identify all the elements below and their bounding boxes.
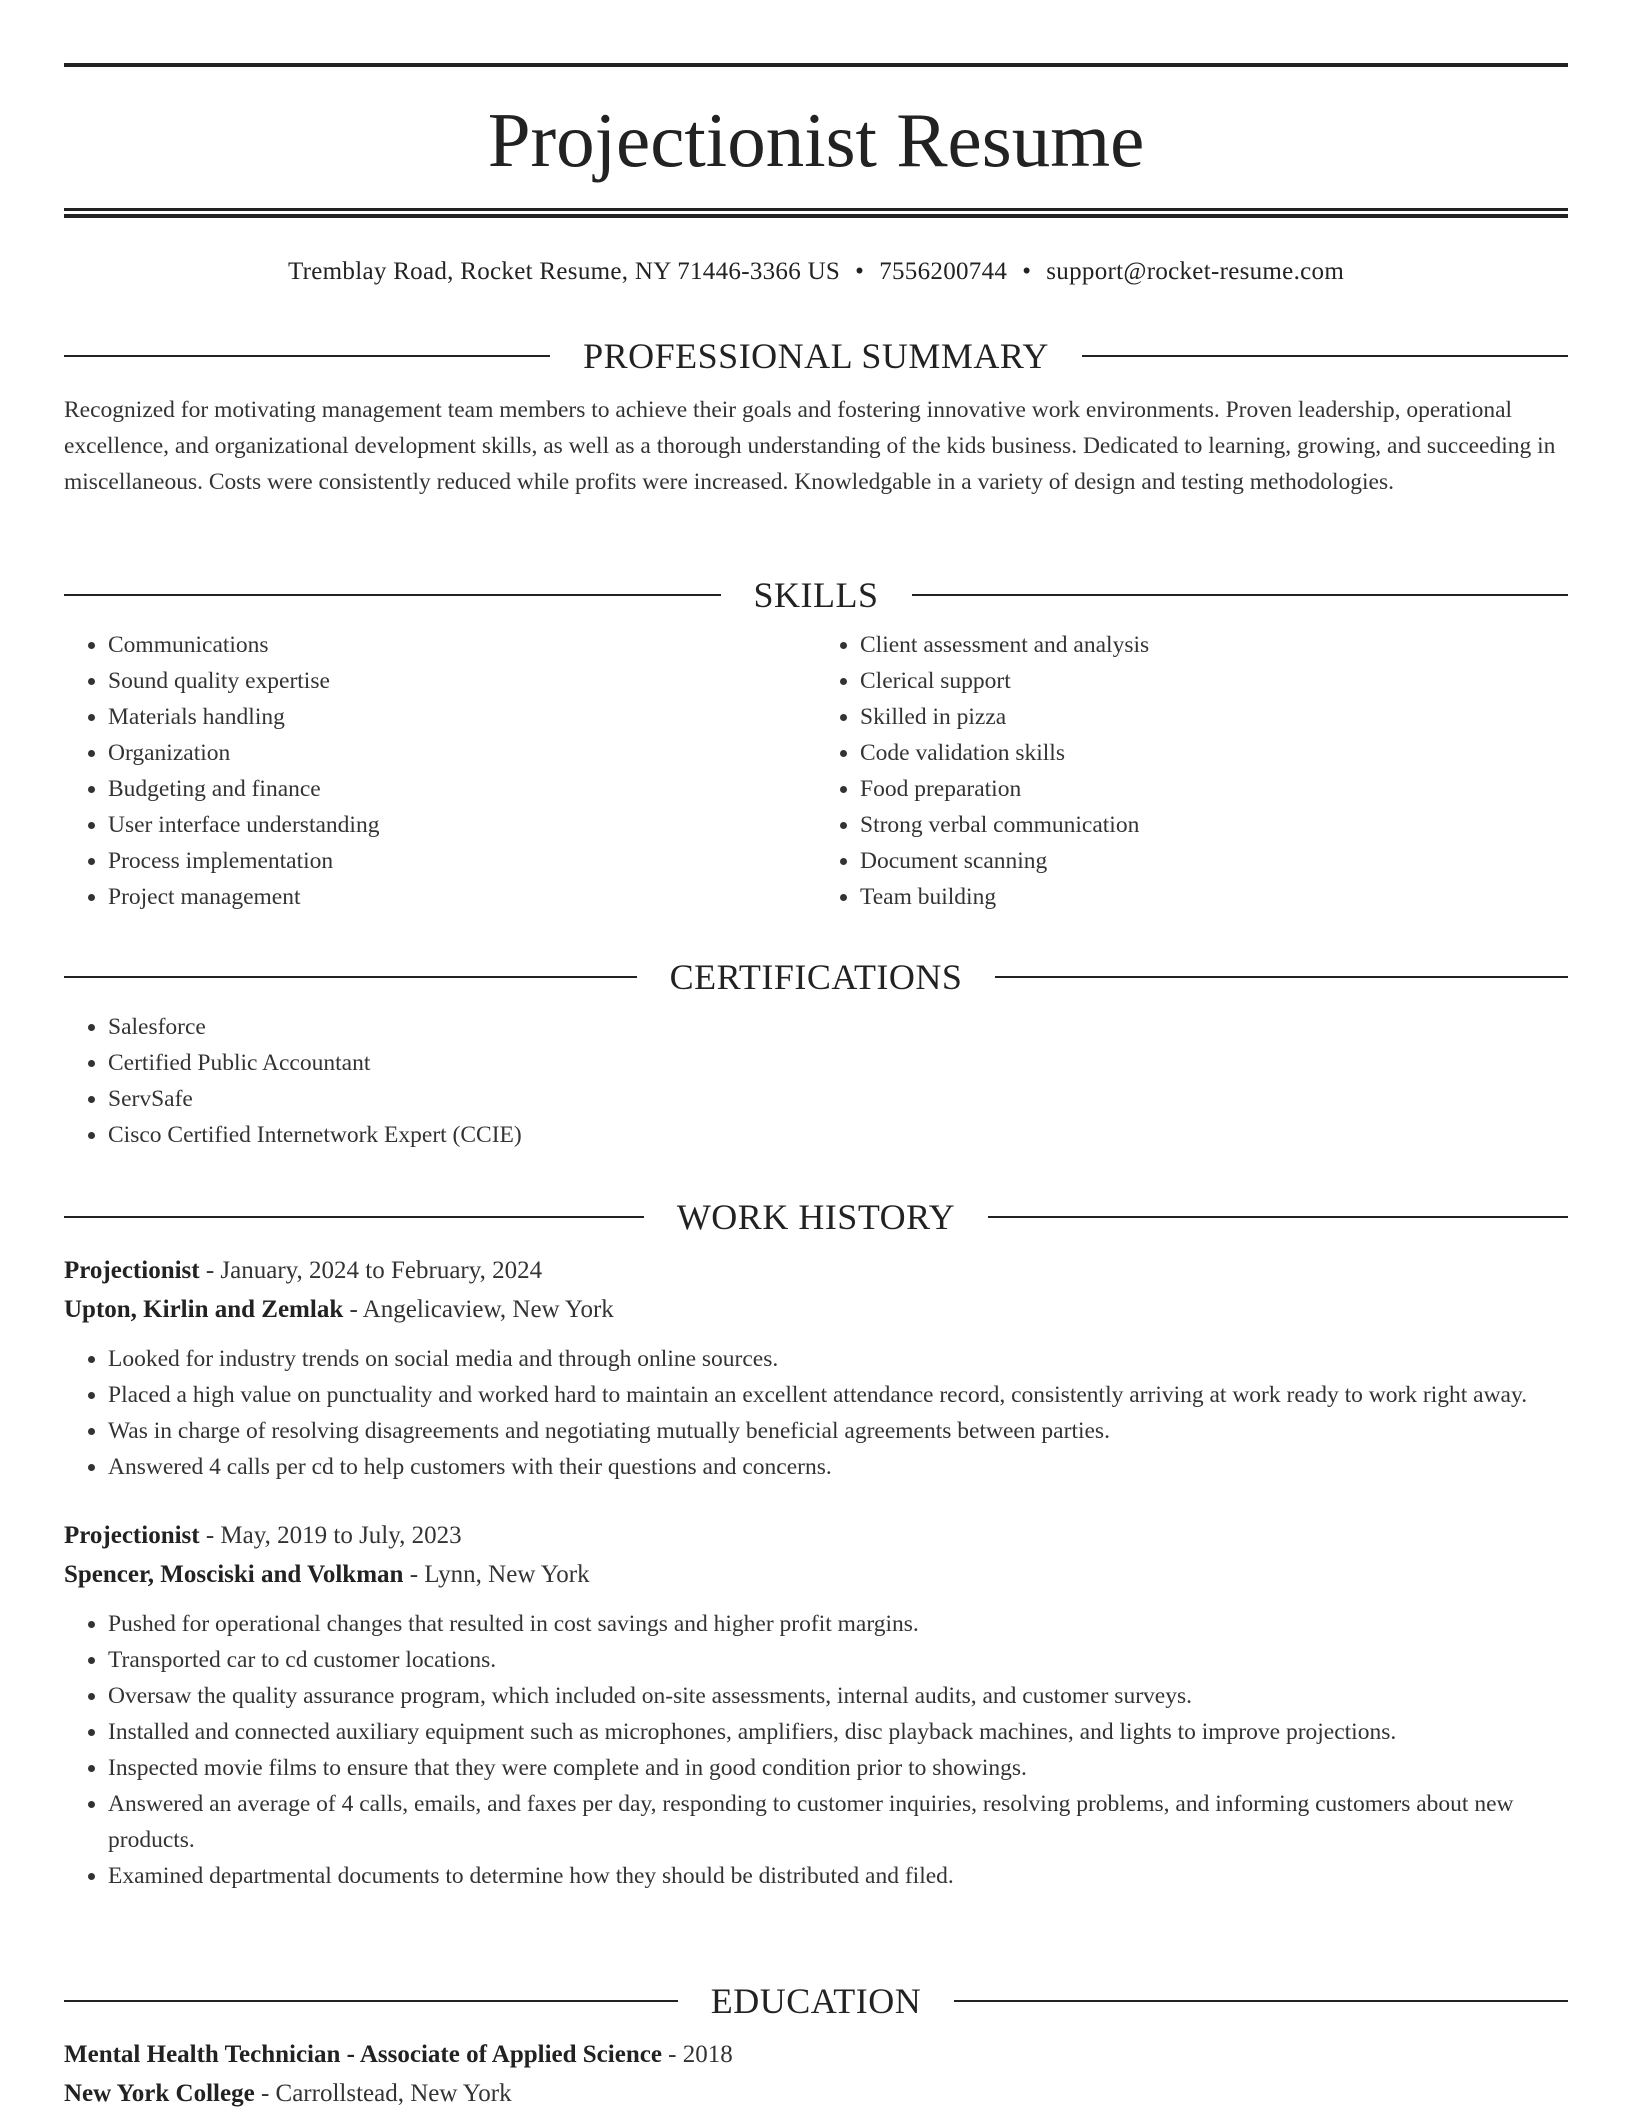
job-dates: - May, 2019 to July, 2023 — [199, 1522, 462, 1549]
skill-item: • User interface understanding — [108, 807, 816, 843]
skill-item: • Process implementation — [108, 843, 816, 879]
contact-phone: 7556200744 — [879, 258, 1008, 285]
heading-rule-left — [64, 1216, 644, 1218]
education-location: - Carrollstead, New York — [254, 2080, 512, 2107]
skill-item: • Project management — [108, 879, 816, 915]
education-heading-row — [64, 1977, 1568, 2025]
heading-rule-left — [64, 594, 721, 596]
job-location: - Angelicaview, New York — [343, 1296, 614, 1323]
work-heading: WORK HISTORY — [676, 1197, 956, 1237]
certifications-list — [64, 1009, 1568, 1153]
education-degree-line — [64, 2035, 1568, 2074]
certification-item: • Cisco Certified Internetwork Expert (CCIE) — [108, 1117, 1568, 1153]
job-company-line — [64, 1290, 1568, 1329]
skills-heading-row — [64, 571, 1568, 619]
skill-item: • Strong verbal communication — [860, 807, 1568, 843]
title-double-rule — [64, 208, 1568, 218]
skill-item: • Team building — [860, 879, 1568, 915]
skill-item: • Document scanning — [860, 843, 1568, 879]
certifications-heading-row — [64, 953, 1568, 1001]
job-company-line — [64, 1555, 1568, 1594]
work-heading-row — [64, 1193, 1568, 1241]
heading-rule-right — [912, 594, 1569, 596]
contact-address: Tremblay Road, Rocket Resume, NY 71446-3366 US — [287, 258, 841, 285]
job-title: Projectionist — [64, 1522, 200, 1549]
skill-item: • Skilled in pizza — [860, 699, 1568, 735]
skills-list-right — [816, 627, 1568, 915]
certification-item: • Certified Public Accountant — [108, 1045, 1568, 1081]
top-rule — [64, 63, 1568, 67]
certifications-section — [64, 953, 1568, 1153]
resume-title: Projectionist Resume — [487, 97, 1145, 183]
heading-rule-left — [64, 976, 637, 978]
job-bullet: • Examined departmental documents to determine how they should be distributed and filed. — [108, 1858, 1568, 1894]
certification-item: • ServSafe — [108, 1081, 1568, 1117]
skill-item: • Communications — [108, 627, 816, 663]
job-title: Projectionist — [64, 1257, 200, 1284]
heading-rule-right — [988, 1216, 1568, 1218]
skills-list-left — [64, 627, 816, 915]
job-bullet: • Transported car to cd customer locations. — [108, 1642, 1568, 1678]
education-school-line — [64, 2074, 1568, 2113]
job-bullet: • Was in charge of resolving disagreements and negotiating mutually beneficial agreements between parties. — [108, 1413, 1568, 1449]
heading-rule-left — [64, 2000, 678, 2002]
skill-item: • Budgeting and finance — [108, 771, 816, 807]
contact-separator: • — [855, 258, 865, 285]
summary-text: Recognized for motivating management team members to achieve their goals and fostering innovative work environments. Proven leadership, operational excellence, and organizational development skills, as well as a thorough understanding of the kids business. Dedicated to learning, growing, and succeeding in miscellaneous. Costs were consistently reduced while profits were increased. Knowledgable in a variety of design and testing methodologies. — [64, 397, 1556, 495]
job-bullet: • Installed and connected auxiliary equipment such as microphones, amplifiers, disc playback machines, and lights to improve projections. — [108, 1714, 1568, 1750]
summary-section — [64, 332, 1568, 500]
summary-heading: PROFESSIONAL SUMMARY — [583, 336, 1049, 376]
education-heading: EDUCATION — [710, 1981, 922, 2021]
heading-rule-right — [995, 976, 1568, 978]
job-title-line — [64, 1251, 1568, 1290]
job-bullet: • Placed a high value on punctuality and worked hard to maintain an excellent attendance record, consistently arriving at work ready to work right away. — [108, 1377, 1568, 1413]
skills-section — [64, 571, 1568, 915]
job-bullet: • Answered an average of 4 calls, emails, and faxes per day, responding to customer inquiries, resolving problems, and informing customers about new products. — [108, 1786, 1568, 1858]
skills-columns — [64, 627, 1568, 915]
skill-item: • Clerical support — [860, 663, 1568, 699]
skill-item: • Code validation skills — [860, 735, 1568, 771]
job-bullet: • Answered 4 calls per cd to help customers with their questions and concerns. — [108, 1449, 1568, 1485]
skill-item: • Materials handling — [108, 699, 816, 735]
job-entry — [64, 1251, 1568, 1485]
job-bullets — [64, 1606, 1568, 1894]
certifications-heading: CERTIFICATIONS — [669, 957, 963, 997]
certification-item: • Salesforce — [108, 1009, 1568, 1045]
education-entry — [64, 2035, 1568, 2113]
job-location: - Lynn, New York — [403, 1561, 590, 1588]
education-year: - 2018 — [661, 2041, 733, 2068]
job-bullets — [64, 1341, 1568, 1485]
skill-item: • Food preparation — [860, 771, 1568, 807]
job-dates: - January, 2024 to February, 2024 — [199, 1257, 543, 1284]
job-bullet: • Oversaw the quality assurance program, which included on-site assessments, internal audits, and customer surveys. — [108, 1678, 1568, 1714]
job-company: Spencer, Mosciski and Volkman — [64, 1561, 404, 1588]
education-section — [64, 1977, 1568, 2113]
job-bullet: • Pushed for operational changes that resulted in cost savings and higher profit margins. — [108, 1606, 1568, 1642]
education-school: New York College — [64, 2080, 255, 2107]
job-bullet: • Looked for industry trends on social media and through online sources. — [108, 1341, 1568, 1377]
contact-line — [64, 254, 1568, 290]
skill-item: • Sound quality expertise — [108, 663, 816, 699]
heading-rule-right — [954, 2000, 1568, 2002]
job-company: Upton, Kirlin and Zemlak — [64, 1296, 344, 1323]
skills-heading: SKILLS — [753, 575, 879, 615]
summary-heading-row — [64, 332, 1568, 380]
job-bullet: • Inspected movie films to ensure that they were complete and in good condition prior to showings. — [108, 1750, 1568, 1786]
heading-rule-right — [1082, 355, 1568, 357]
heading-rule-left — [64, 355, 550, 357]
education-degree: Mental Health Technician - Associate of Applied Science — [64, 2041, 662, 2068]
skill-item: • Client assessment and analysis — [860, 627, 1568, 663]
contact-separator: • — [1022, 258, 1032, 285]
job-entry — [64, 1516, 1568, 1894]
contact-email: support@rocket-resume.com — [1046, 258, 1345, 285]
skill-item: • Organization — [108, 735, 816, 771]
work-history-section — [64, 1193, 1568, 1894]
job-title-line — [64, 1516, 1568, 1555]
